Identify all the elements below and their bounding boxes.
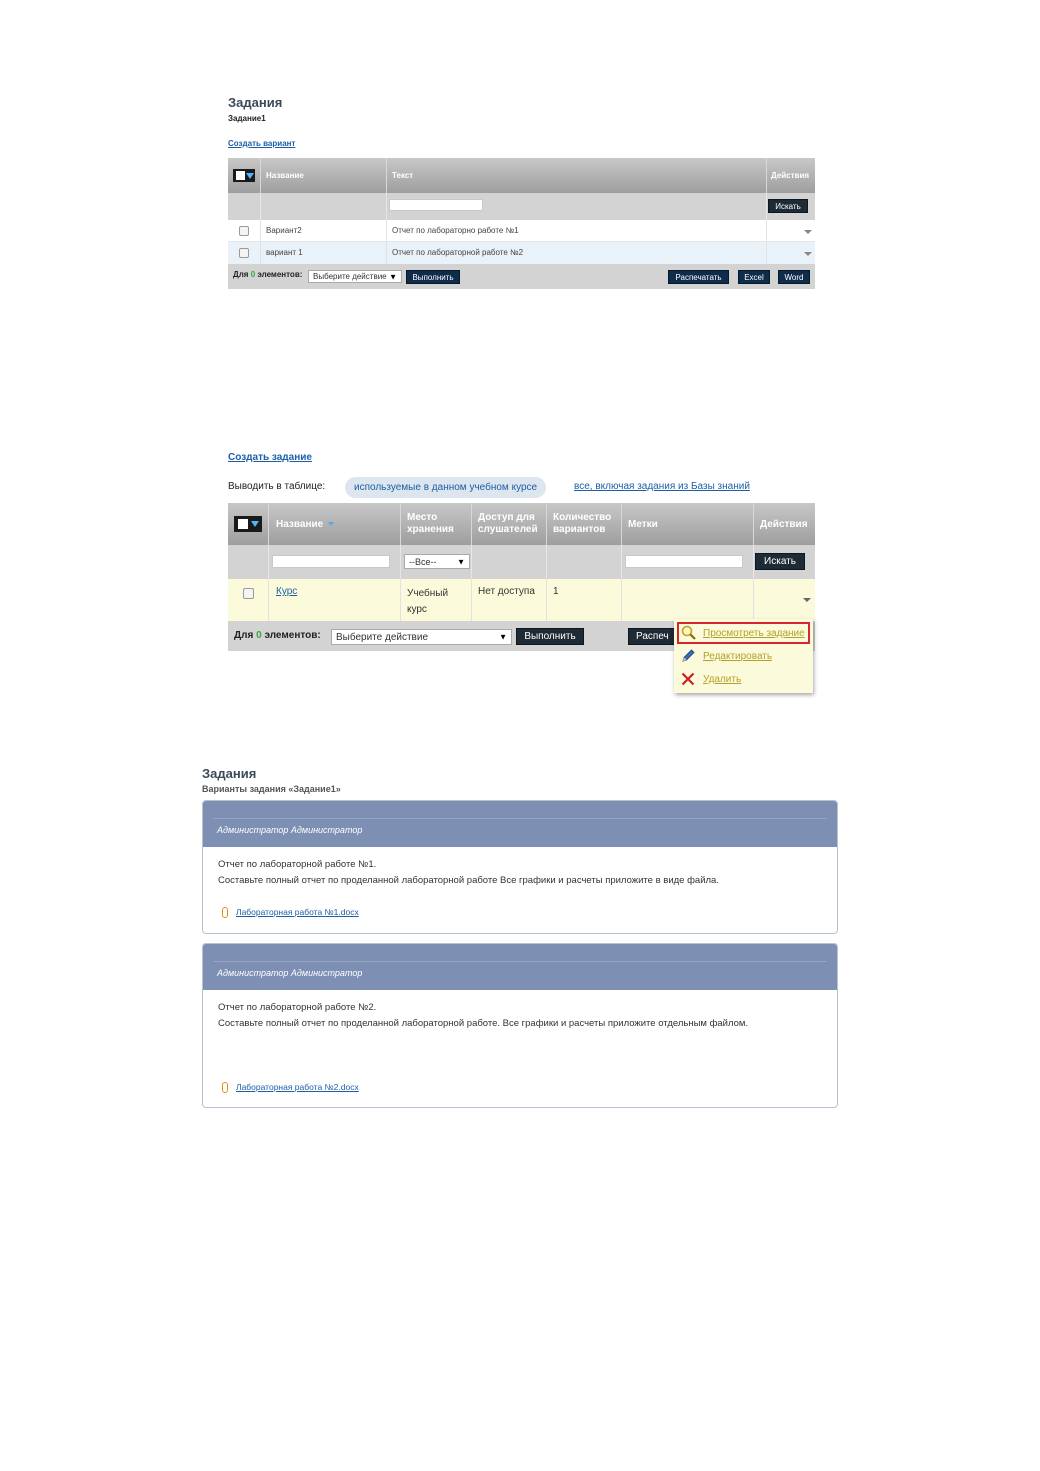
task-name-link[interactable]: Курс (276, 586, 298, 597)
menu-item-delete-label: Удалить (703, 674, 742, 685)
variant-card (202, 800, 838, 934)
filter-cell (228, 545, 268, 579)
card-author: Администратор Администратор (217, 968, 363, 978)
sort-down-icon (328, 522, 334, 526)
chevron-down-icon[interactable] (804, 252, 812, 256)
dropdown-arrow-icon (246, 173, 254, 179)
select-all-toggle[interactable] (234, 516, 262, 532)
create-variant-link[interactable]: Создать вариант (228, 139, 296, 148)
bulk-action-value: Выберите действие (336, 631, 429, 643)
row-actions-cell (753, 579, 815, 621)
table-row[interactable] (228, 220, 815, 242)
print-button[interactable] (628, 628, 678, 645)
header-name[interactable] (268, 503, 400, 545)
bulk-suffix: элементов: (257, 270, 303, 279)
text-filter-input[interactable] (389, 199, 483, 211)
checkbox-icon (238, 519, 248, 529)
header-tags: Метки (621, 503, 753, 545)
bulk-action-label (234, 630, 321, 641)
select-arrow-icon: ▼ (457, 557, 465, 566)
header-name[interactable]: Название (260, 158, 386, 193)
filter-used-in-course[interactable]: используемые в данном учебном курсе (345, 477, 546, 498)
search-button[interactable]: Искать (768, 199, 808, 213)
filter-cell (268, 545, 400, 579)
card-line-2: Составьте полный отчет по проделанной лабораторной работе. Все графики и расчеты приложите отдельным файлом. (218, 1018, 749, 1029)
word-button[interactable]: Word (778, 270, 810, 284)
excel-button[interactable]: Excel (738, 270, 770, 284)
selected-count: 0 (256, 630, 262, 641)
menu-item-delete[interactable] (677, 670, 810, 690)
menu-item-edit-label: Редактировать (703, 651, 773, 662)
variants-table (228, 158, 815, 289)
row-name: вариант 1 (260, 242, 386, 264)
filter-cell (766, 193, 815, 220)
row-checkbox[interactable] (239, 226, 249, 236)
bulk-prefix: Для (233, 270, 249, 279)
card-text (218, 1000, 748, 1032)
divider (213, 961, 827, 962)
table-footer (228, 264, 815, 289)
execute-button[interactable]: Выполнить (406, 270, 460, 284)
page-title: Задания (202, 766, 257, 781)
header-name-label: Название (276, 518, 324, 530)
header-actions: Действия (753, 503, 815, 545)
card-author: Администратор Администратор (217, 825, 363, 835)
select-arrow-icon: ▼ (389, 272, 397, 281)
filter-cell (260, 193, 386, 220)
menu-item-view[interactable] (677, 622, 810, 644)
header-storage[interactable]: Место хранения (400, 503, 471, 545)
header-variants[interactable]: Количество вариантов (546, 503, 621, 545)
row-access: Нет доступа (471, 579, 546, 621)
row-name-cell (268, 579, 400, 621)
filter-cell (753, 545, 815, 579)
display-label: Выводить в таблице: (228, 481, 326, 492)
row-actions-cell (766, 242, 815, 264)
card-line-2: Составьте полный отчет по проделанной лабораторной работе Все графики и расчеты приложите в виде файла. (218, 875, 719, 886)
row-variants: 1 (546, 579, 621, 621)
header-access[interactable]: Доступ для слушателей (471, 503, 546, 545)
filter-row (228, 545, 815, 579)
row-checkbox[interactable] (239, 248, 249, 258)
table-header (228, 158, 815, 193)
cross-icon (680, 671, 696, 687)
create-task-link[interactable]: Создать задание (228, 452, 312, 463)
filter-all-tasks[interactable]: все, включая задания из Базы знаний (574, 481, 750, 492)
pencil-icon (680, 648, 696, 664)
magnifier-icon (681, 625, 697, 641)
bulk-action-select[interactable] (331, 629, 512, 645)
selected-count: 0 (250, 270, 256, 279)
execute-button[interactable]: Выполнить (516, 628, 584, 645)
card-header (203, 944, 837, 990)
card-line-1: Отчет по лабораторной работе №1. (218, 859, 377, 870)
row-actions-menu (674, 619, 813, 693)
attachment-link[interactable]: Лабораторная работа №1.docx (236, 907, 359, 917)
search-button[interactable]: Искать (755, 553, 805, 570)
bulk-suffix: элементов: (264, 630, 321, 641)
name-filter-input[interactable] (272, 555, 390, 568)
dropdown-arrow-icon (251, 521, 259, 527)
filter-cell (386, 193, 766, 220)
filter-cell (228, 193, 260, 220)
row-text: Отчет по лабораторно работе №1 (386, 220, 766, 241)
bulk-action-value: Выберите действие (313, 272, 387, 281)
row-select-cell (228, 220, 260, 241)
header-select-col (228, 503, 268, 545)
header-actions: Действия (766, 158, 815, 193)
card-line-1: Отчет по лабораторной работе №2. (218, 1002, 377, 1013)
select-all-toggle[interactable] (233, 169, 255, 182)
header-text[interactable]: Текст (386, 158, 766, 193)
tags-filter-input[interactable] (625, 555, 743, 568)
row-select-cell (228, 579, 268, 621)
header-select-col (228, 158, 260, 193)
checkbox-icon (236, 171, 245, 180)
filter-cell (546, 545, 621, 579)
chevron-down-icon[interactable] (803, 598, 811, 602)
row-select-cell (228, 242, 260, 264)
filter-cell (621, 545, 753, 579)
attachment-link[interactable]: Лабораторная работа №2.docx (236, 1082, 359, 1092)
row-actions-cell (766, 220, 815, 241)
table-row[interactable] (228, 579, 815, 621)
filter-row (228, 193, 815, 220)
divider (213, 818, 827, 819)
menu-item-view-label: Просмотреть задание (703, 628, 805, 639)
row-name: Вариант2 (260, 220, 386, 241)
card-text (218, 857, 719, 889)
row-storage: Учебный курс (400, 579, 471, 621)
storage-filter-value: --Все-- (409, 556, 437, 567)
filter-cell (471, 545, 546, 579)
bulk-prefix: Для (234, 630, 254, 641)
row-checkbox[interactable] (243, 588, 254, 599)
filter-cell (400, 545, 471, 579)
print-button-label: Распеч (636, 631, 669, 642)
bulk-action-select[interactable] (308, 270, 402, 283)
card-header (203, 801, 837, 847)
page-subtitle: Задание1 (228, 114, 266, 123)
table-row[interactable] (228, 242, 815, 264)
paperclip-icon (222, 907, 228, 918)
page-title: Задания (228, 95, 283, 110)
variant-card (202, 943, 838, 1108)
print-button[interactable]: Распечатать (668, 270, 729, 284)
storage-filter-select[interactable] (404, 554, 470, 569)
select-arrow-icon: ▼ (499, 632, 507, 642)
row-text: Отчет по лабораторной работе №2 (386, 242, 766, 264)
menu-item-edit[interactable] (677, 647, 810, 667)
paperclip-icon (222, 1082, 228, 1093)
row-tags (621, 579, 753, 621)
page-subtitle: Варианты задания «Задание1» (202, 784, 341, 794)
chevron-down-icon[interactable] (804, 230, 812, 234)
table-header (228, 503, 815, 545)
bulk-action-label (233, 270, 302, 279)
